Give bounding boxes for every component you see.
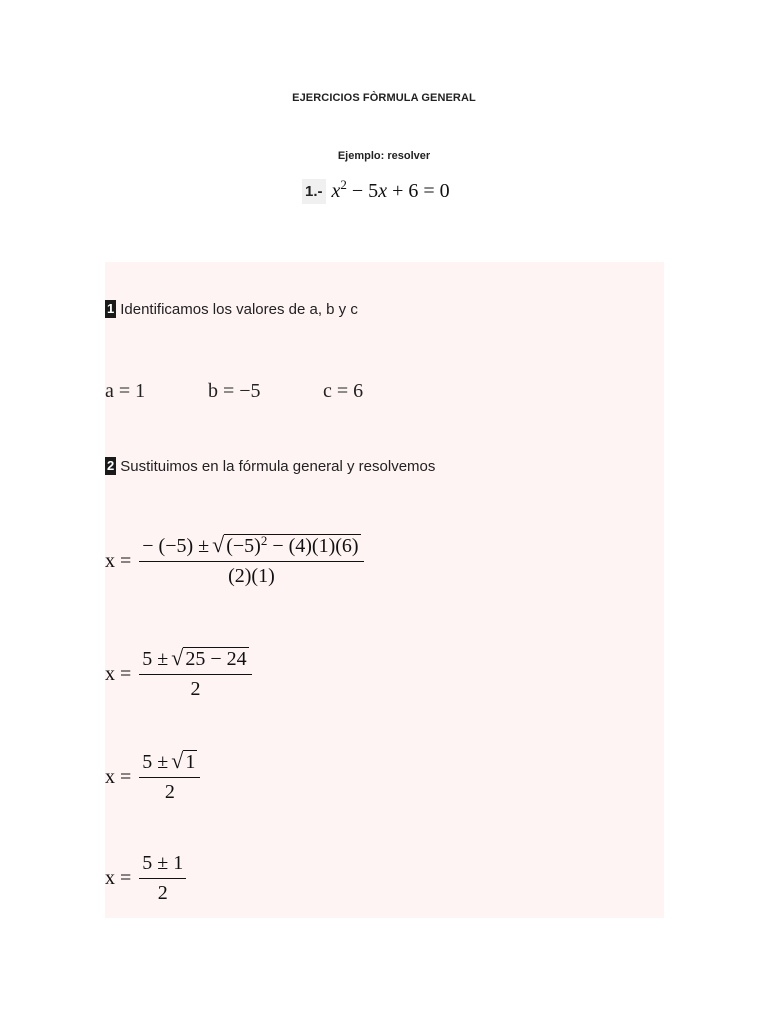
problem-equation: $x^2 - 5x + 6 = 0$ bbox=[331, 176, 450, 202]
example-subtitle: Ejemplo: resolver bbox=[337, 150, 431, 162]
problem-number: 1.- bbox=[302, 179, 326, 204]
fraction: 5 ± √ 1 2 bbox=[139, 750, 200, 804]
fraction: 5 ± √ 25 − 24 2 bbox=[139, 647, 251, 701]
square-root: √ 1 bbox=[171, 748, 196, 773]
square-root: √ 25 − 24 bbox=[171, 645, 247, 670]
value-a: a = 1 bbox=[105, 380, 146, 402]
problem-statement bbox=[302, 176, 450, 206]
step-2 bbox=[105, 457, 435, 475]
square-root: √ $(-5)^2 - (4)(1)(6)$ bbox=[212, 532, 359, 557]
value-c: c = 6 bbox=[323, 380, 364, 402]
step-number-badge: 2 bbox=[107, 458, 115, 473]
document-title: EJERCICIOS FÒRMULA GENERAL bbox=[292, 92, 476, 104]
step-text: Sustituimos en la fórmula general y resolvemos bbox=[120, 457, 436, 475]
equation-simplified: x = 5 ± √ 25 − 24 2 bbox=[105, 647, 252, 701]
solution-panel bbox=[105, 262, 664, 918]
value-b: b = −5 bbox=[208, 380, 261, 402]
equation-substitution: x = − (−5) ± √ $(-5)^2 - (4)(1)(6)$ (2)(1) bbox=[105, 534, 364, 588]
step-number-badge: 1 bbox=[107, 301, 115, 316]
equation-root: x = 5 ± √ 1 2 bbox=[105, 750, 200, 804]
step-1 bbox=[105, 300, 358, 318]
fraction: − (−5) ± √ $(-5)^2 - (4)(1)(6)$ (2)(1) bbox=[139, 534, 363, 588]
step-text: Identificamos los valores de a, b y c bbox=[120, 300, 358, 318]
equation-final: x = $\frac{5 \pm 1}{2}$ bbox=[105, 852, 186, 905]
fraction: $\frac{5 \pm 1}{2}$ bbox=[139, 852, 186, 905]
